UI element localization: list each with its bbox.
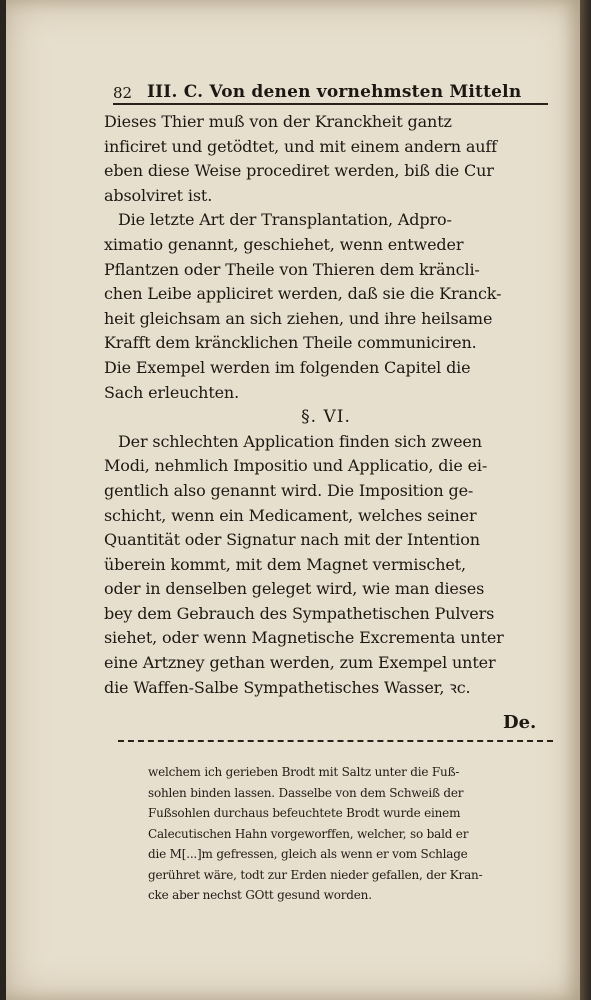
text-line: absolviret ist. — [104, 185, 213, 205]
text-line: heit gleichsam an sich ziehen, und ihre heilsame — [104, 308, 493, 328]
text-line: überein kommt, mit dem Magnet vermischet, — [104, 554, 466, 574]
text-line: oder in denselben geleget wird, wie man dieses — [104, 579, 485, 599]
catchword: De. — [503, 712, 537, 733]
text-line: chen Leibe appliciret werden, daß sie die Kranck- — [104, 284, 502, 304]
text-line: Dieses Thier muß von der Kranckheit gantz — [104, 112, 452, 131]
footnote-line: die M[...]m gefressen, gleich als wenn er vom Schlage — [148, 847, 468, 861]
running-header — [113, 72, 546, 102]
text-line: siehet, oder wenn Magnetische Excrementa unter — [104, 628, 504, 648]
running-title: III. C. Von denen vornehmsten Mitteln — [147, 82, 522, 102]
footnote-separator — [118, 740, 553, 744]
text-line: Modi, nehmlich Impositio und Applicatio, die ei- — [104, 456, 488, 476]
text-line: Quantität oder Signatur nach mit der Intention — [104, 530, 480, 550]
footnote-line: Calecutischen Hahn vorgeworffen, welcher, so bald er — [148, 826, 469, 841]
footnote-line: gerühret wäre, todt zur Erden nieder gefallen, der Kran- — [148, 867, 483, 882]
footnote — [148, 762, 542, 906]
footnote-line: cke aber nechst GOtt gesund worden. — [148, 888, 372, 902]
text-line: Sach erleuchten. — [104, 382, 240, 402]
text-line: eben diese Weise procediret werden, biß die Cur — [104, 161, 494, 181]
text-line: Die Exempel werden im folgenden Capitel die — [104, 357, 471, 377]
text-line: Der schlechten Application finden sich zween — [118, 431, 482, 451]
text-line: schicht, wenn ein Medicament, welches seiner — [104, 505, 477, 525]
footnote-line: sohlen binden lassen. Dasselbe von dem Schweiß der — [148, 785, 464, 800]
text-line: Krafft dem kräncklichen Theile communiciren. — [104, 333, 477, 353]
text-line: bey dem Gebrauch des Sympathetischen Pulvers — [104, 603, 495, 623]
text-line: eine Artzney gethan werden, zum Exempel unter — [104, 653, 496, 673]
book-edge — [580, 0, 591, 1000]
header-rule — [113, 103, 548, 105]
text-line: gentlich also genannt wird. Die Imposition ge- — [104, 480, 474, 500]
footnote-line: welchem ich gerieben Brodt mit Saltz unter die Fuß- — [148, 765, 460, 779]
section-heading: §. VI. — [301, 407, 351, 428]
text-line: die Waffen-Salbe Sympathetisches Wasser, ꝛc. — [104, 677, 471, 697]
text-line: Die letzte Art der Transplantation, Adpro- — [118, 210, 452, 230]
text-line: Pflantzen oder Theile von Thieren dem kräncli- — [104, 259, 480, 279]
main-text — [104, 110, 548, 700]
footnote-line: Fußsohlen durchaus befeuchtete Brodt wurde einem — [148, 806, 461, 820]
page-number: 82 — [113, 84, 133, 102]
text-line: ximatio genannt, geschiehet, wenn entweder — [104, 234, 464, 254]
text-line: inficiret und getödtet, und mit einem andern auff — [104, 136, 497, 156]
